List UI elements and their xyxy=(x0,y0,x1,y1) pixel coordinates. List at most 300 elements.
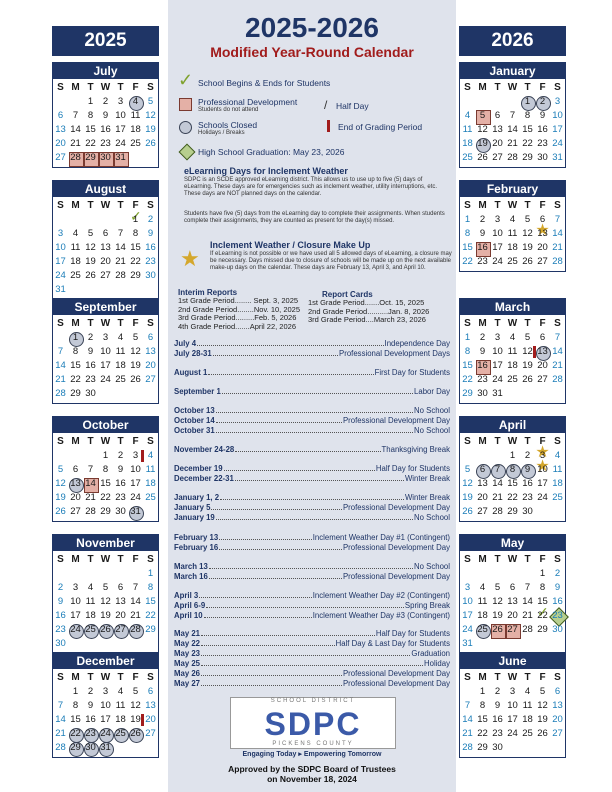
day-cell: 7 xyxy=(132,582,139,593)
day-cell: 27 xyxy=(537,256,548,267)
day-cell: 10 xyxy=(552,110,563,121)
day-cell: 12 xyxy=(492,596,503,607)
day-cell: ✓ 22 xyxy=(535,609,550,623)
blank-cell xyxy=(53,449,68,463)
day-cell: 3 xyxy=(72,582,79,593)
event-description: Professional Development Day xyxy=(342,503,450,512)
day-cell: 17 xyxy=(100,714,111,725)
blank-cell xyxy=(460,567,475,581)
event-row xyxy=(174,543,450,553)
event-row xyxy=(174,474,450,484)
weekday-header xyxy=(53,672,158,685)
weekday-label: M xyxy=(478,318,487,329)
day-cell: 26 xyxy=(55,506,66,517)
month-june xyxy=(459,652,566,758)
blank-cell xyxy=(460,685,475,699)
day-cell: 19 xyxy=(475,137,490,151)
day-cell: 19 xyxy=(145,124,156,135)
event-date: February 16 xyxy=(174,543,219,552)
day-cell: 28 xyxy=(552,256,563,267)
day-cell: 7 xyxy=(554,332,561,343)
month-september xyxy=(52,298,159,404)
day-cell: 8 xyxy=(505,463,520,477)
day-cell: 11 xyxy=(477,596,488,607)
day-cell: 2 xyxy=(102,96,109,107)
weekday-label: W xyxy=(100,554,111,565)
day-cell: 7 xyxy=(72,110,79,121)
day-cell: 17 xyxy=(70,610,81,621)
day-cell: 4 xyxy=(87,582,94,593)
day-cell: 25 xyxy=(115,374,126,385)
day-cell: 3 xyxy=(128,449,143,463)
day-cell: 10 xyxy=(130,464,141,475)
event-description: Independence Day xyxy=(384,339,450,348)
elearning-text-1: SDPC is an SCDE approved eLearning district. This allows us to use up to five (5) days of eLearning. These days are for emergencies such as inclement weather, utility interruptions, etc. These days are NOT planned days on the calendar. xyxy=(184,177,438,198)
year-2026-column xyxy=(459,26,566,56)
day-cell: 25 xyxy=(522,728,533,739)
blank-cell xyxy=(490,95,505,109)
day-cell: 7 xyxy=(57,346,64,357)
weekday-label: T xyxy=(117,200,124,211)
day-cell: 18 xyxy=(522,714,533,725)
day-cell: 22 xyxy=(145,610,156,621)
leader-dots xyxy=(206,601,404,608)
weekday-label: W xyxy=(100,200,111,211)
day-cell: 24 xyxy=(100,374,111,385)
day-cell: 26 xyxy=(145,138,156,149)
weekday-label: W xyxy=(100,318,111,329)
day-cell: 28 xyxy=(55,742,66,753)
day-cell: 15 xyxy=(477,714,488,725)
day-cell: 21 xyxy=(552,242,563,253)
event-row xyxy=(174,591,450,601)
day-cell: 2 xyxy=(554,568,561,579)
report-line: 1st Grade Period.......Oct. 15, 2025 xyxy=(308,298,425,307)
day-cell: 23 xyxy=(522,492,533,503)
weekday-label: S xyxy=(147,672,154,683)
day-cell: 20 xyxy=(537,360,548,371)
month-name: July xyxy=(53,63,158,79)
day-grid xyxy=(53,331,158,403)
event-row xyxy=(174,669,450,679)
report-line: 2nd Grade Period..........Jan. 8, 2026 xyxy=(308,306,430,316)
year-2025-column xyxy=(52,26,159,56)
day-cell: 15 xyxy=(522,124,533,135)
leader-dots xyxy=(201,639,335,646)
month-name: August xyxy=(53,181,158,197)
blank-cell xyxy=(475,449,490,463)
day-cell: 16 xyxy=(85,714,96,725)
month-july xyxy=(52,62,159,168)
leader-dots xyxy=(224,464,375,471)
day-cell: 23 xyxy=(477,256,488,267)
day-cell: 31 xyxy=(552,152,563,163)
day-cell: 27 xyxy=(145,374,156,385)
event-date: March 16 xyxy=(174,572,208,581)
event-row xyxy=(174,659,450,669)
day-cell: 26 xyxy=(477,152,488,163)
legend-closed-sub: Holidays / Breaks xyxy=(198,130,245,136)
day-cell: 15 xyxy=(70,714,81,725)
day-cell: 23 xyxy=(477,374,488,385)
day-cell: 23 xyxy=(55,624,66,635)
day-cell: 4 xyxy=(479,582,486,593)
day-cell: 15 xyxy=(462,242,473,253)
event-description: Winter Break xyxy=(404,474,450,483)
month-name: February xyxy=(460,181,565,197)
day-cell: 31 xyxy=(113,151,128,165)
day-cell: 29 xyxy=(70,388,81,399)
weekday-label: M xyxy=(71,82,80,93)
day-cell: 29 xyxy=(537,624,548,635)
day-cell: 15 xyxy=(85,124,96,135)
weekday-header xyxy=(53,554,158,567)
day-cell: 24 xyxy=(507,728,518,739)
event-date: October 14 xyxy=(174,416,215,425)
day-cell: ★ 3 xyxy=(535,449,550,463)
day-cell: 27 xyxy=(70,506,81,517)
event-date: July 28-31 xyxy=(174,349,212,358)
day-cell: 25 xyxy=(113,727,128,741)
weekday-label: T xyxy=(87,554,94,565)
day-cell: 1 xyxy=(509,450,516,461)
day-cell: 23 xyxy=(115,492,126,503)
event-row xyxy=(174,464,450,474)
day-cell: 13 xyxy=(145,700,156,711)
day-cell: 3 xyxy=(554,96,561,107)
month-name: May xyxy=(460,535,565,551)
day-cell: ✓ 1 xyxy=(128,213,143,227)
day-cell: 9 xyxy=(147,228,154,239)
month-january xyxy=(459,62,566,168)
weekday-label: S xyxy=(464,554,471,565)
weekday-label: W xyxy=(507,436,518,447)
day-cell: 7 xyxy=(87,464,94,475)
day-cell: 29 xyxy=(477,742,488,753)
event-description: Professional Development Day xyxy=(342,669,450,678)
event-date: September 1 xyxy=(174,387,221,396)
closed-circle-icon xyxy=(179,121,192,134)
weekday-label: T xyxy=(87,82,94,93)
day-cell: 23 xyxy=(550,609,565,623)
day-cell: 13 xyxy=(145,346,156,357)
reports-heading: Report Cards xyxy=(322,290,373,299)
graduation-diamond-icon xyxy=(179,144,196,161)
day-cell: 3 xyxy=(102,332,109,343)
day-cell: 23 xyxy=(85,374,96,385)
day-cell: 10 xyxy=(462,596,473,607)
day-cell: 8 xyxy=(72,700,79,711)
day-cell: 20 xyxy=(55,138,66,149)
event-row xyxy=(174,445,450,455)
day-cell: 19 xyxy=(522,242,533,253)
leader-dots xyxy=(201,659,423,666)
day-cell: 3 xyxy=(117,96,124,107)
weekday-label: S xyxy=(147,200,154,211)
month-may xyxy=(459,534,566,654)
weekday-label: W xyxy=(507,318,518,329)
day-cell: 11 xyxy=(462,124,473,135)
day-cell: 30 xyxy=(85,388,96,399)
day-cell: 31 xyxy=(55,284,66,295)
weekday-label: T xyxy=(87,200,94,211)
weekday-label: S xyxy=(464,318,471,329)
day-cell: 18 xyxy=(85,610,96,621)
day-cell: 26 xyxy=(522,256,533,267)
day-cell: 28 xyxy=(507,152,518,163)
day-cell: 19 xyxy=(85,256,96,267)
day-cell: 8 xyxy=(464,346,471,357)
day-cell: 30 xyxy=(492,742,503,753)
weekday-label: M xyxy=(478,672,487,683)
day-cell: 9 xyxy=(117,464,124,475)
day-cell: 5 xyxy=(524,214,531,225)
event-date: February 13 xyxy=(174,533,219,542)
day-cell: 22 xyxy=(477,728,488,739)
weekday-label: M xyxy=(478,436,487,447)
day-cell: 12 xyxy=(55,478,66,489)
day-cell: 5 xyxy=(147,96,154,107)
day-cell: 28 xyxy=(492,506,503,517)
weekday-label: S xyxy=(554,82,561,93)
weekday-header xyxy=(460,318,565,331)
day-cell: 2 xyxy=(494,686,501,697)
day-cell: 30 xyxy=(537,152,548,163)
day-cell: 14 xyxy=(55,714,66,725)
day-cell: 7 xyxy=(509,110,516,121)
day-cell: 20 xyxy=(507,610,518,621)
day-cell: 24 xyxy=(462,624,473,635)
blank-cell xyxy=(505,95,520,109)
day-cell: 9 xyxy=(87,346,94,357)
day-cell: 3 xyxy=(509,686,516,697)
day-cell: 19 xyxy=(522,360,533,371)
day-cell: 18 xyxy=(115,714,126,725)
legend-half: Half Day xyxy=(336,101,369,111)
month-november xyxy=(52,534,159,654)
approval-text xyxy=(168,764,456,784)
day-cell: 24 xyxy=(130,492,141,503)
day-cell: 30 xyxy=(552,624,563,635)
day-cell: 16 xyxy=(100,124,111,135)
weekday-label: T xyxy=(524,672,531,683)
day-cell: 22 xyxy=(85,138,96,149)
day-cell: 2 xyxy=(479,332,486,343)
day-cell: 16 xyxy=(85,360,96,371)
day-cell: 15 xyxy=(537,596,548,607)
day-cell: 15 xyxy=(507,478,518,489)
weekday-label: F xyxy=(539,672,546,683)
day-cell: 13 xyxy=(535,345,550,359)
leader-dots xyxy=(201,629,375,636)
day-cell: 27 xyxy=(55,152,66,163)
day-cell: 22 xyxy=(130,256,141,267)
blank-cell xyxy=(505,567,520,581)
event-description: Professional Development Day xyxy=(342,416,450,425)
event-description: Professional Development Days xyxy=(339,349,450,358)
day-cell: 19 xyxy=(100,610,111,621)
weekday-label: W xyxy=(507,672,518,683)
day-cell: 21 xyxy=(507,138,518,149)
blank-cell xyxy=(490,449,505,463)
event-date: May 27 xyxy=(174,679,201,688)
weekday-label: M xyxy=(71,436,80,447)
day-cell: 28 xyxy=(128,623,143,637)
day-cell: 6 xyxy=(57,110,64,121)
day-cell: 5 xyxy=(494,582,501,593)
day-cell: 4 xyxy=(128,95,143,109)
leader-dots xyxy=(209,572,342,579)
day-cell: 5 xyxy=(132,686,139,697)
month-march xyxy=(459,298,566,404)
event-description: No School xyxy=(414,513,450,522)
leader-dots xyxy=(216,416,342,423)
day-grid xyxy=(460,685,565,757)
day-cell: 20 xyxy=(537,242,548,253)
weekday-label: S xyxy=(554,436,561,447)
weekday-label: S xyxy=(147,318,154,329)
day-cell: 21 xyxy=(522,610,533,621)
day-cell: 12 xyxy=(522,228,533,239)
day-cell: 2 xyxy=(87,332,94,343)
interim-line: 2nd Grade Period........Nov. 10, 2025 xyxy=(178,304,301,314)
day-cell: 17 xyxy=(552,124,563,135)
day-cell: 1 xyxy=(68,331,83,345)
day-cell: 25 xyxy=(507,374,518,385)
event-description: Inclement Weather Day #2 (Contingent) xyxy=(312,591,450,600)
event-row xyxy=(174,601,450,611)
day-cell: 26 xyxy=(537,728,548,739)
logo-tagline: Engaging Today ▸ Empowering Tomorrow xyxy=(242,751,382,758)
event-row xyxy=(174,611,450,621)
weekday-label: M xyxy=(71,554,80,565)
page-subtitle: Modified Year-Round Calendar xyxy=(210,44,414,60)
day-cell: 4 xyxy=(554,450,561,461)
weather-heading: Inclement Weather / Closure Make Up xyxy=(210,240,371,250)
day-cell: 4 xyxy=(72,228,79,239)
weekday-label: M xyxy=(71,672,80,683)
blank-cell xyxy=(113,213,128,227)
weekday-label: S xyxy=(57,436,64,447)
day-cell: 10 xyxy=(70,596,81,607)
day-cell: 26 xyxy=(98,623,113,637)
day-cell: 22 xyxy=(462,374,473,385)
day-cell: 15 xyxy=(100,478,111,489)
weekday-label: S xyxy=(147,82,154,93)
event-row xyxy=(174,416,450,426)
day-cell: 9 xyxy=(539,110,546,121)
day-cell: 20 xyxy=(145,360,156,371)
month-name: January xyxy=(460,63,565,79)
event-date: October 31 xyxy=(174,426,215,435)
weekday-label: S xyxy=(57,672,64,683)
day-cell: 7 xyxy=(464,700,471,711)
legend-pd xyxy=(198,97,297,113)
day-cell: 13 xyxy=(55,124,66,135)
day-cell: 22 xyxy=(68,727,83,741)
day-cell: 14 xyxy=(552,228,563,239)
day-cell: 3 xyxy=(102,686,109,697)
event-row xyxy=(174,562,450,572)
day-cell: 11 xyxy=(85,596,96,607)
weekday-label: T xyxy=(117,554,124,565)
event-date: May 23 xyxy=(174,649,201,658)
interim-line: 1st Grade Period........ Sept. 3, 2025 xyxy=(178,296,299,305)
day-cell: 19 xyxy=(128,713,143,727)
day-cell: 31 xyxy=(98,741,113,755)
day-cell: 3 xyxy=(494,332,501,343)
day-cell: 20 xyxy=(477,492,488,503)
day-cell: 16 xyxy=(55,610,66,621)
day-cell: 29 xyxy=(100,506,111,517)
day-cell: 18 xyxy=(507,360,518,371)
day-cell: 27 xyxy=(477,506,488,517)
leader-dots xyxy=(220,493,404,500)
day-cell: 6 xyxy=(509,582,516,593)
event-row xyxy=(174,572,450,582)
blank-cell xyxy=(475,95,490,109)
day-cell: 15 xyxy=(462,360,473,371)
day-cell: 23 xyxy=(537,138,548,149)
day-cell: 14 xyxy=(462,714,473,725)
day-cell: 20 xyxy=(145,714,156,725)
day-cell: 24 xyxy=(55,270,66,281)
day-cell: 19 xyxy=(537,714,548,725)
day-cell: 16 xyxy=(492,714,503,725)
day-cell: 30 xyxy=(477,388,488,399)
event-description: First Day for Students xyxy=(374,368,450,377)
day-cell: 5 xyxy=(57,464,64,475)
day-cell: 4 xyxy=(147,450,154,461)
leader-dots xyxy=(201,669,342,676)
weather-text: If eLearning is not possible or we have used all 5 allowed days of eLearning, a closure may be necessary. Days missed due to closure of schools will be made up on the next available make-up days on the calendar. These days are February 13, April 3, and April 10. xyxy=(210,251,452,272)
day-cell: 11 xyxy=(115,700,126,711)
weekday-label: F xyxy=(539,82,546,93)
day-cell: 18 xyxy=(130,124,141,135)
day-cell: 9 xyxy=(520,463,535,477)
event-description: Graduation xyxy=(411,649,450,658)
leader-dots xyxy=(213,349,338,356)
weekday-label: W xyxy=(507,554,518,565)
day-cell: 24 xyxy=(98,727,113,741)
leader-dots xyxy=(222,387,413,394)
day-cell: 7 xyxy=(554,214,561,225)
day-cell: 28 xyxy=(85,506,96,517)
month-name: October xyxy=(53,417,158,433)
event-description: Winter Break xyxy=(404,493,450,502)
weekday-label: F xyxy=(539,436,546,447)
day-cell: 21 xyxy=(85,492,96,503)
event-date: July 4 xyxy=(174,339,197,348)
day-cell: 18 xyxy=(70,256,81,267)
weekday-label: S xyxy=(147,554,154,565)
day-grid xyxy=(460,95,565,167)
pd-square-icon xyxy=(179,98,192,111)
weekday-label: S xyxy=(57,200,64,211)
weekday-label: M xyxy=(478,554,487,565)
event-date: August 1 xyxy=(174,368,208,377)
day-cell: 17 xyxy=(507,714,518,725)
year-label: 2025 xyxy=(52,26,159,56)
event-description: Half Day for Students xyxy=(375,629,450,638)
star-icon: ★ xyxy=(180,246,200,271)
day-cell: 1 xyxy=(87,96,94,107)
event-row xyxy=(174,426,450,436)
day-cell: 10 xyxy=(507,700,518,711)
day-cell: 21 xyxy=(55,728,66,739)
day-cell: 23 xyxy=(83,727,98,741)
day-cell: 20 xyxy=(552,714,563,725)
